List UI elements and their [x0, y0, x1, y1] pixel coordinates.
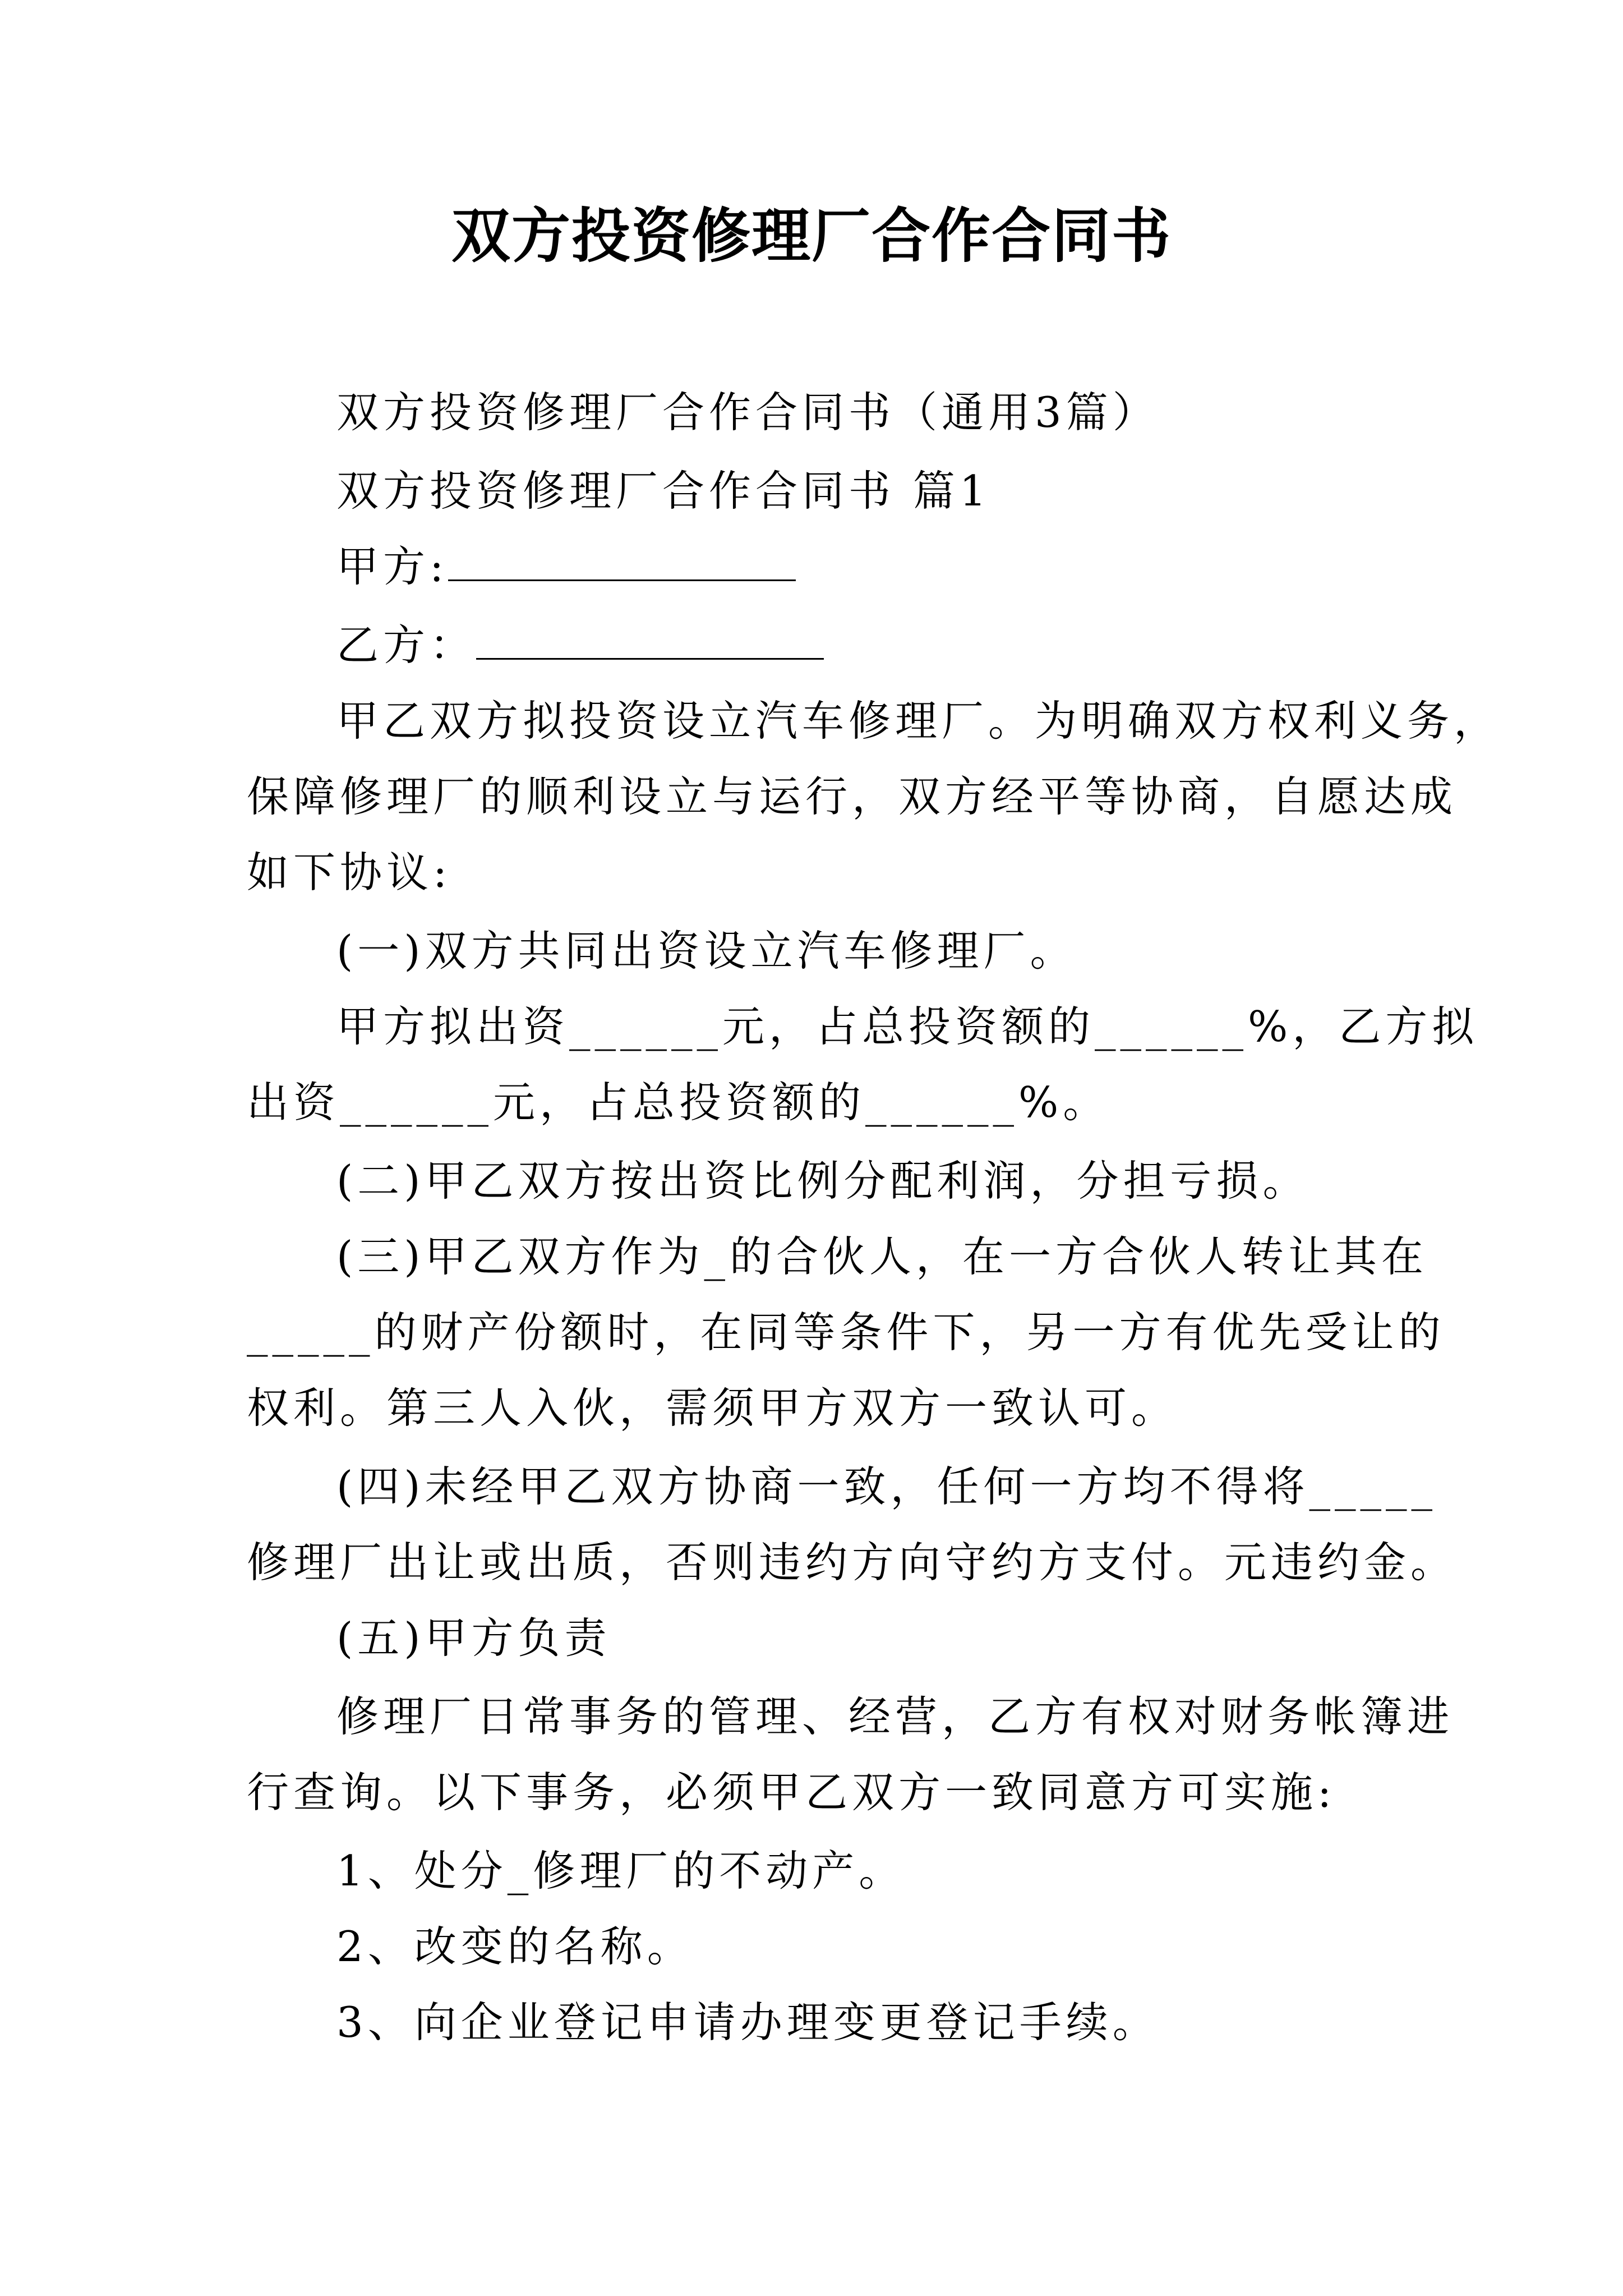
clause-line: (四)未经甲乙双方协商一致，任何一方均不得将_____	[336, 1462, 1437, 1511]
clause-line: (一)双方共同出资设立汽车修理厂。	[336, 926, 1077, 976]
clause-line: (二)甲乙双方按出资比例分配利润，分担亏损。	[336, 1156, 1310, 1205]
party-a-line	[336, 536, 796, 597]
subtitle-line: 双方投资修理厂合作合同书（通用3篇）	[336, 388, 1159, 437]
party-b-line	[336, 614, 824, 676]
party-a-label: 甲方:	[336, 542, 449, 591]
clause-line: _____的财产份额时，在同等条件下，另一方有优先受让的	[247, 1308, 1445, 1357]
clause-line: (五)甲方负责	[336, 1613, 611, 1663]
clause-line: (三)甲乙双方作为_的合伙人，在一方合伙人转让其在	[336, 1232, 1428, 1281]
list-item: 1、处分_修理厂的不动产。	[336, 1846, 906, 1895]
paragraph-line: 如下协议:	[247, 848, 452, 897]
section-heading: 双方投资修理厂合作合同书 篇1	[336, 466, 991, 516]
clause-line: 修理厂出让或出质，否则违约方向守约方支付。元违约金。	[247, 1538, 1458, 1587]
list-item: 2、改变的名称。	[336, 1922, 694, 1971]
clause-line: 甲方拟出资______元，占总投资额的______%，乙方拟	[336, 1002, 1479, 1051]
party-b-label: 乙方：	[336, 620, 477, 670]
paragraph-line: 甲乙双方拟投资设立汽车修理厂。为明确双方权利义务，	[336, 696, 1501, 746]
document-title: 双方投资修理厂合作合同书	[451, 201, 1172, 270]
clause-line: 行查询。以下事务，必须甲乙双方一致同意方可实施:	[247, 1768, 1336, 1817]
party-b-blank	[476, 624, 824, 660]
list-item: 3、向企业登记申请办理变更登记手续。	[336, 1998, 1159, 2047]
clause-line: 权利。第三人入伙，需须甲方双方一致认可。	[247, 1383, 1178, 1433]
party-a-blank	[448, 546, 796, 581]
paragraph-line: 保障修理厂的顺利设立与运行，双方经平等协商，自愿达成	[247, 772, 1458, 821]
clause-line: 出资______元，占总投资额的______%。	[247, 1078, 1110, 1127]
clause-line: 修理厂日常事务的管理、经营，乙方有权对财务帐簿进	[336, 1692, 1454, 1741]
